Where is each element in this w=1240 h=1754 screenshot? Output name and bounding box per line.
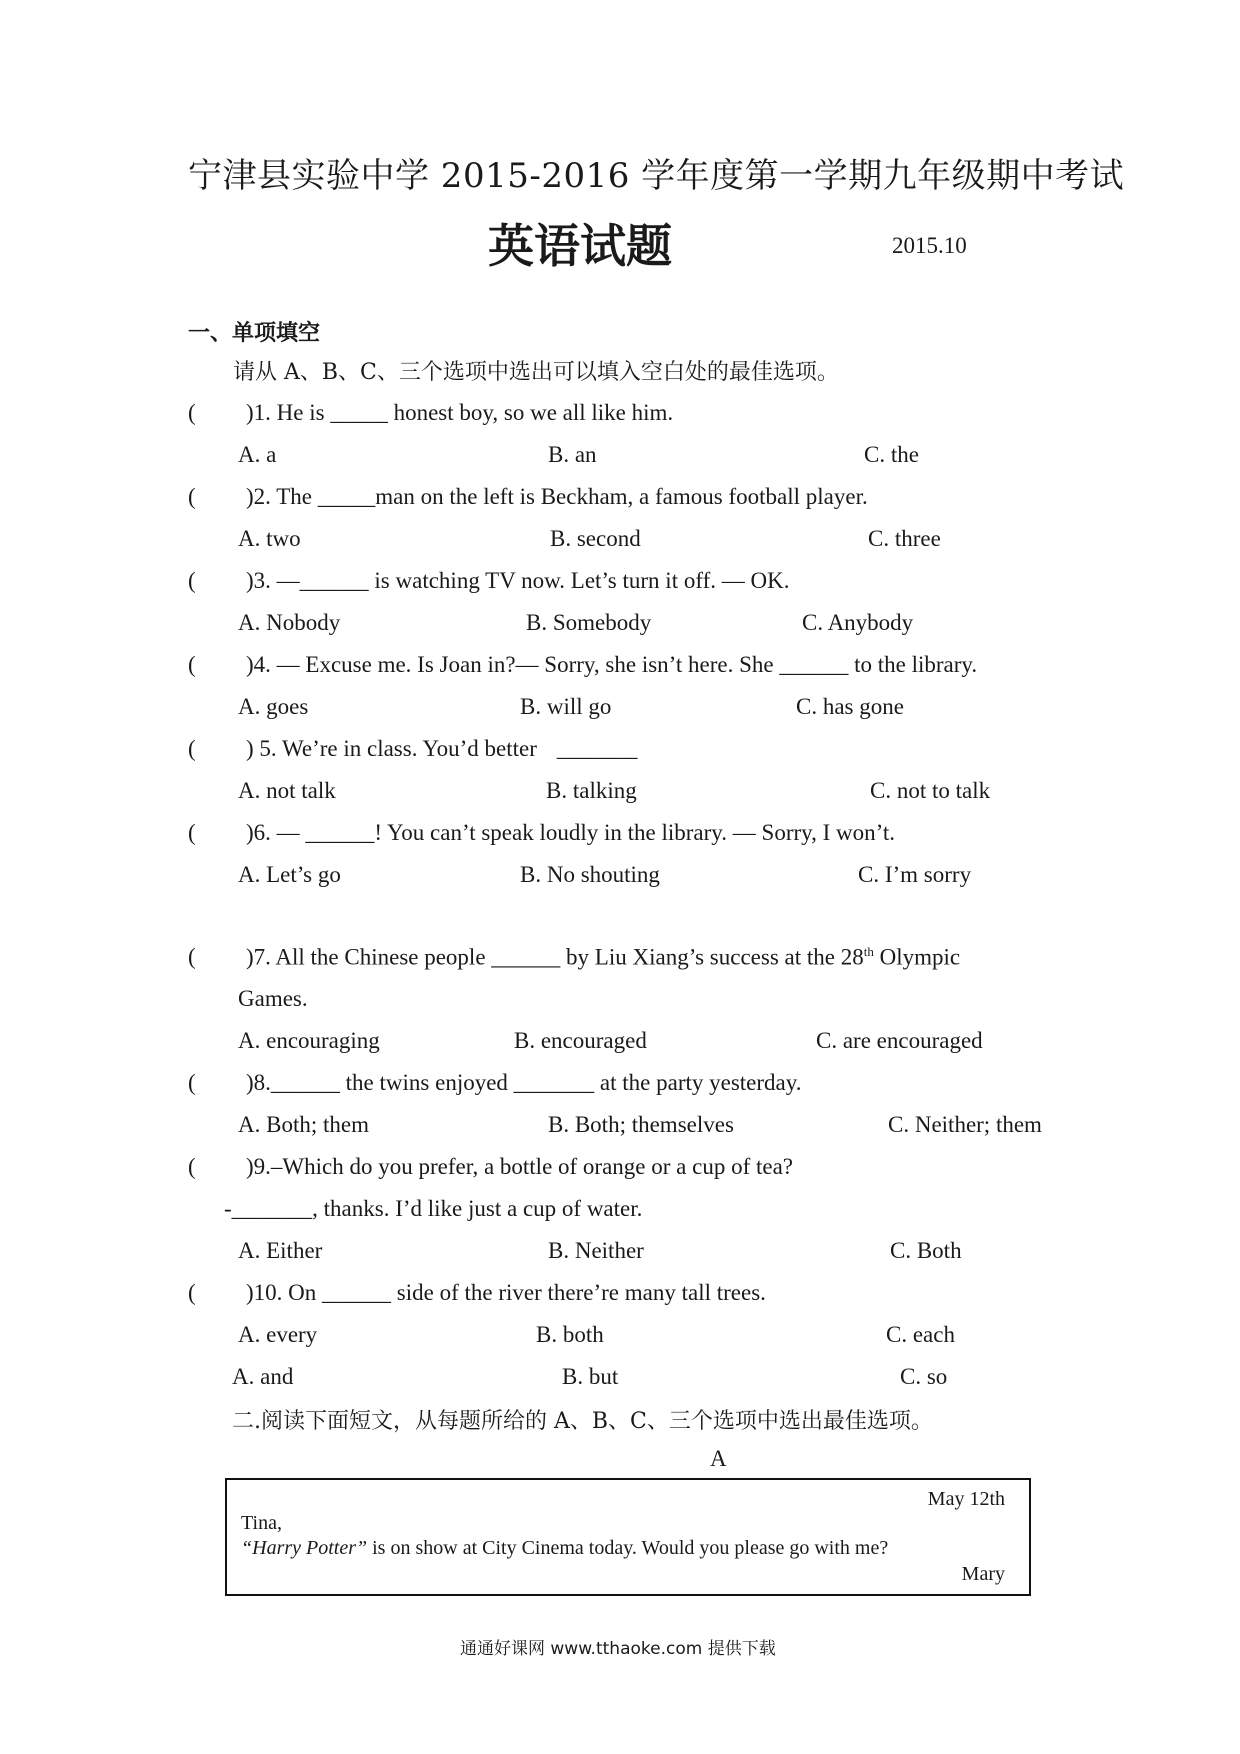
question-stem-rest: side of the river there’re many tall trees. [391,1280,766,1305]
option-a: A. and [232,1364,294,1389]
question-9: )9.–Which do you prefer, a bottle of orange or a cup of tea? [246,1154,794,1179]
question-3 [246,568,789,594]
letter-box [225,1478,1031,1596]
exam-subject-title: 英语试题 [488,219,672,273]
answer-paren: ( [188,484,196,509]
option-a: A. Either [238,1238,323,1263]
letter-greeting: Tina, [241,1512,282,1534]
question-stem-rest: to the library. [848,652,978,677]
question-blank: _____ [317,484,376,509]
option-b: B. Neither [548,1238,644,1263]
question-7-continuation: Games. [238,986,308,1011]
option-b: B. will go [520,694,612,719]
letter-body-text: is on show at City Cinema today. Would you please go with me? [367,1537,889,1559]
option-b: B. No shouting [520,862,660,887]
answer-paren: ( [188,568,196,593]
question-blank: ______ [270,1070,340,1095]
question-stem-rest2: Olympic [873,944,961,970]
option-a: A. Nobody [238,610,341,635]
option-c: C. has gone [796,694,904,719]
question-9-continuation: -_______, thanks. I’d like just a cup of water. [224,1196,643,1221]
option-a: A. every [238,1322,318,1347]
option-c: C. are encouraged [816,1028,983,1053]
question-blank: _____ [330,400,388,425]
question-blank: ______ [322,1280,392,1305]
option-a: A. goes [238,694,309,719]
exam-date: 2015.10 [892,233,967,258]
question-stem-rest: is watching TV now. Let’s turn it off. — OK. [368,568,790,593]
option-c: C. the [864,442,919,467]
option-b: B. second [550,526,641,551]
option-b: B. both [536,1322,604,1347]
option-b: B. Somebody [526,610,652,635]
question-blank: ______ [491,944,561,970]
question-blank: _______ [556,736,638,761]
question-blank: ______ [299,568,369,593]
option-c: C. so [900,1364,948,1389]
movie-title: “Harry Potter” [241,1537,368,1559]
option-c: C. Anybody [802,610,914,635]
option-a: A. not talk [238,778,336,803]
option-b: B. talking [546,778,637,803]
exam-title: 宁津县实验中学 2015-2016 学年度第一学期九年级期中考试 [188,156,1125,196]
letter-signature: Mary [961,1563,1005,1585]
option-c: C. each [886,1322,955,1347]
question-8 [246,1070,802,1096]
option-b: B. Both; themselves [548,1112,734,1137]
question-6 [246,820,895,846]
question-stem: )8. [246,1070,271,1095]
question-4 [246,652,977,678]
option-a: A. Let’s go [238,862,341,887]
letter-date: May 12th [927,1488,1005,1510]
option-a: A. a [238,442,277,467]
letter-body [241,1537,888,1560]
footer-text: 通通好课网 www.tthaoke.com 提供下载 [460,1639,776,1659]
answer-paren: ( [188,820,196,845]
option-b: B. an [548,442,597,467]
question-stem-rest: the twins enjoyed [339,1070,514,1095]
question-10 [246,1280,766,1306]
option-a: A. encouraging [238,1028,380,1053]
question-stem-rest: man on the left is Beckham, a famous football player. [375,484,868,509]
answer-paren: ( [188,736,196,761]
option-c: C. not to talk [870,778,991,803]
option-b: B. encouraged [514,1028,647,1053]
question-blank: ______ [305,820,375,845]
question-blank-2: _______ [513,1070,595,1095]
option-c: C. I’m sorry [858,862,972,887]
question-stem-rest: by Liu Xiang’s success at the 28 [560,944,864,970]
question-stem: )10. On [246,1280,323,1305]
option-c: C. Both [890,1238,962,1263]
question-stem: )7. All the Chinese people [246,944,492,970]
answer-paren: ( [188,1154,196,1179]
section-instruction: 请从 A、B、C、三个选项中选出可以填入空白处的最佳选项。 [233,360,839,385]
section2-instruction: 二.阅读下面短文，从每题所给的 A、B、C、三个选项中选出最佳选项。 [232,1409,933,1434]
question-5 [246,736,637,762]
passage-label: A [710,1446,727,1471]
question-stem-rest: honest boy, so we all like him. [387,400,674,425]
option-a: A. Both; them [238,1112,369,1137]
answer-paren: ( [188,652,196,677]
question-stem: )3. — [246,568,300,593]
option-c: C. three [868,526,941,551]
question-stem: )4. — Excuse me. Is Joan in?— Sorry, she isn’t here. She [246,652,780,677]
option-b: B. but [562,1364,619,1389]
answer-paren: ( [188,944,196,969]
option-a: A. two [238,526,301,551]
answer-paren: ( [188,1070,196,1095]
question-2 [246,484,868,510]
superscript: th [863,944,874,959]
question-7 [246,944,960,971]
question-stem-rest: ! You can’t speak loudly in the library. — Sorry, I won’t. [374,820,896,845]
question-stem: )1. He is [246,400,331,425]
section-heading: 一、单项填空 [188,321,321,346]
question-stem: )2. The [246,484,318,509]
option-c: C. Neither; them [888,1112,1042,1137]
question-stem: )6. — [246,820,306,845]
answer-paren: ( [188,1280,196,1305]
question-stem-rest2: at the party yesterday. [594,1070,802,1095]
question-stem: ) 5. We’re in class. You’d better [246,736,537,761]
question-1 [246,400,673,426]
question-blank: ______ [779,652,849,677]
answer-paren: ( [188,400,196,425]
